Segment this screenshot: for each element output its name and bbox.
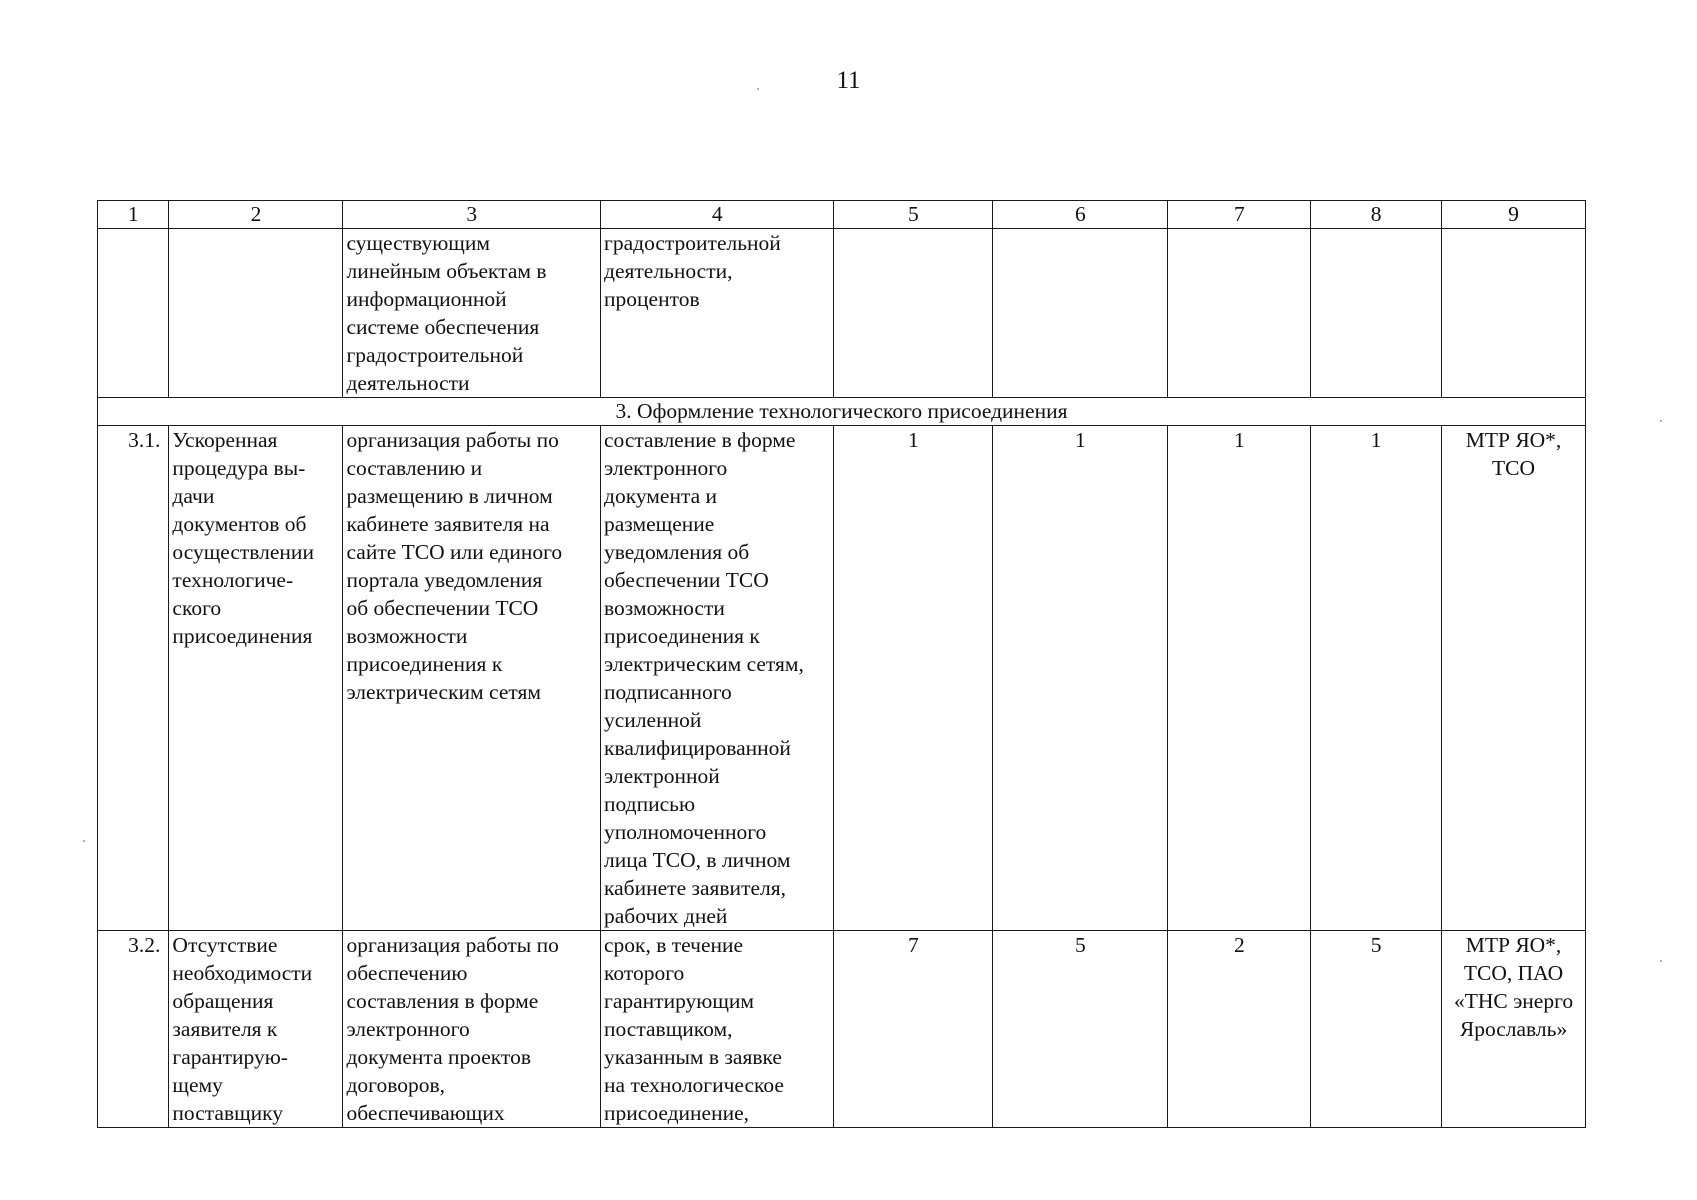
section-title-row xyxy=(98,398,1586,426)
cell-action: организация работы по обеспечению составления в форме электронного документа проектов договоров, обеспечивающих xyxy=(343,931,601,1128)
cell-indicator: срок, в течение которого гарантирующим поставщиком, указанным в заявке на технологическое присоединение, xyxy=(601,931,834,1128)
cell-name: Отсутствие необходимости обращения заявителя к гарантирую- щему поставщику xyxy=(169,931,343,1128)
cell-name: Ускоренная процедура вы- дачи документов об осуществлении технологиче- ского присоединения xyxy=(169,426,343,931)
cell-num: 3.1. xyxy=(98,426,169,931)
scan-speck xyxy=(757,88,759,90)
cell-action: организация работы по составлению и размещению в личном кабинете заявителя на сайте ТСО или единого портала уведомления об обеспечении ТСО возможности присоединения к электрическим сетям xyxy=(343,426,601,931)
scan-speck xyxy=(1660,420,1662,422)
measures-table xyxy=(97,200,1586,1128)
cell-value-6 xyxy=(993,229,1168,398)
cell-value-7: 1 xyxy=(1168,426,1311,931)
scan-speck xyxy=(83,840,85,842)
cell-value-5 xyxy=(834,229,993,398)
cell-indicator: составление в форме электронного документа и размещение уведомления об обеспечении ТСО возможности присоединения к электрическим сетям, подписанного усиленной квалифицированной электронной подписью уполномоченного лица ТСО, в личном кабинете заявителя, рабочих дней xyxy=(601,426,834,931)
cell-value-7: 2 xyxy=(1168,931,1311,1128)
cell-value-6: 1 xyxy=(993,426,1168,931)
cell-value-5: 7 xyxy=(834,931,993,1128)
table-row xyxy=(98,931,1586,1128)
header-cell-4: 4 xyxy=(601,201,834,229)
header-cell-9: 9 xyxy=(1442,201,1586,229)
header-cell-3: 3 xyxy=(343,201,601,229)
table-row-continuation xyxy=(98,229,1586,398)
cell-num: 3.2. xyxy=(98,931,169,1128)
cell-num xyxy=(98,229,169,398)
header-cell-1: 1 xyxy=(98,201,169,229)
cell-value-8: 1 xyxy=(1311,426,1442,931)
cell-value-6: 5 xyxy=(993,931,1168,1128)
table-header-row xyxy=(98,201,1586,229)
cell-value-5: 1 xyxy=(834,426,993,931)
header-cell-7: 7 xyxy=(1168,201,1311,229)
header-cell-2: 2 xyxy=(169,201,343,229)
table-row xyxy=(98,426,1586,931)
cell-responsible: МТР ЯО*, ТСО, ПАО «ТНС энерго Ярославль» xyxy=(1442,931,1586,1128)
cell-action: существующим линейным объектам в информационной системе обеспечения градостроительной деятельности xyxy=(343,229,601,398)
cell-responsible xyxy=(1442,229,1586,398)
page-number: 11 xyxy=(836,67,861,94)
header-cell-6: 6 xyxy=(993,201,1168,229)
cell-value-7 xyxy=(1168,229,1311,398)
scan-speck xyxy=(1660,960,1662,962)
cell-name xyxy=(169,229,343,398)
cell-value-8 xyxy=(1311,229,1442,398)
section-title: 3. Оформление технологического присоединения xyxy=(98,398,1586,426)
cell-value-8: 5 xyxy=(1311,931,1442,1128)
cell-indicator: градостроительной деятельности, процентов xyxy=(601,229,834,398)
header-cell-8: 8 xyxy=(1311,201,1442,229)
header-cell-5: 5 xyxy=(834,201,993,229)
cell-responsible: МТР ЯО*, ТСО xyxy=(1442,426,1586,931)
